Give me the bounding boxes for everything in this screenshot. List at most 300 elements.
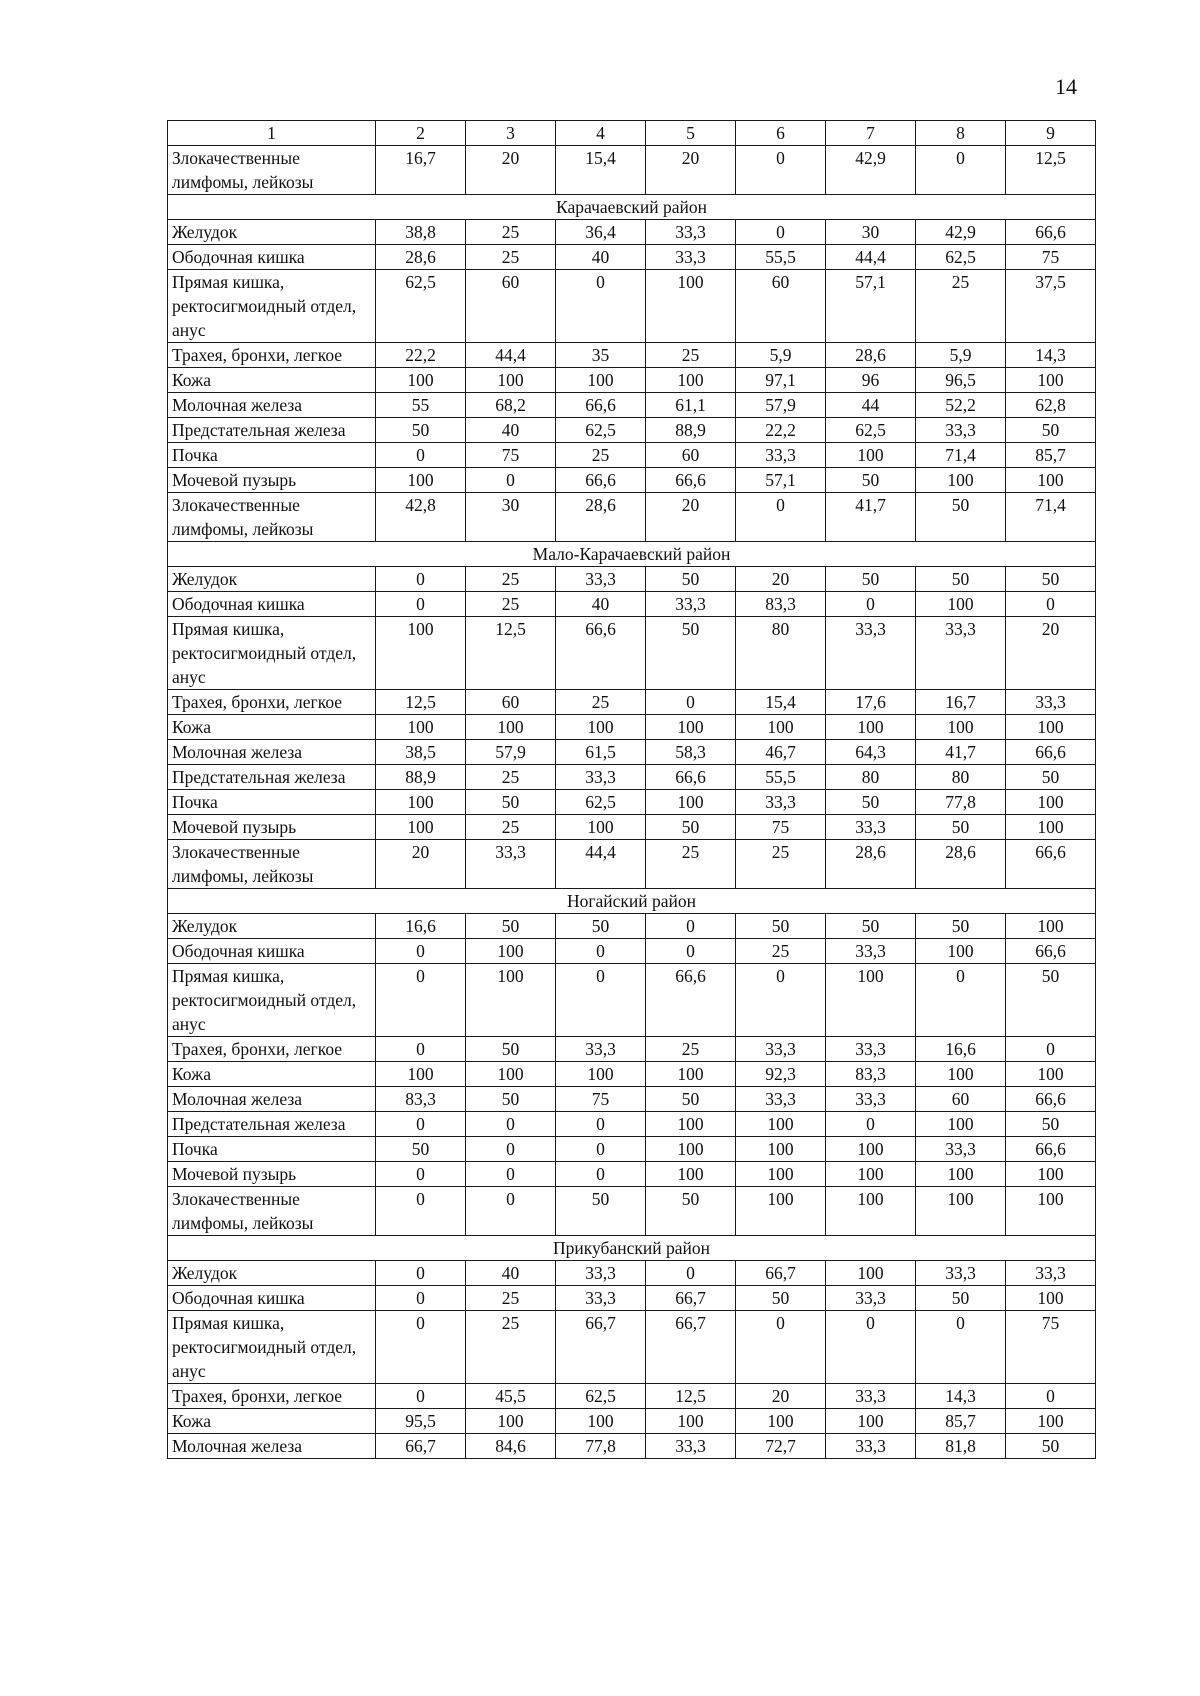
page-number: 14	[1055, 74, 1077, 99]
value-cell: 0	[376, 1037, 466, 1062]
value-cell: 33,3	[556, 567, 646, 592]
value-cell: 25	[646, 1037, 736, 1062]
incidence-table	[167, 120, 1096, 1459]
value-cell: 33,3	[826, 617, 916, 690]
value-cell: 100	[646, 1409, 736, 1434]
row-label: Кожа	[168, 1062, 376, 1087]
value-cell: 50	[1006, 567, 1096, 592]
value-cell: 38,5	[376, 740, 466, 765]
value-cell: 100	[1006, 1286, 1096, 1311]
row-label: Желудок	[168, 914, 376, 939]
value-cell: 40	[556, 245, 646, 270]
value-cell: 100	[826, 1162, 916, 1187]
table-row	[168, 418, 1096, 443]
value-cell: 16,6	[376, 914, 466, 939]
value-cell: 66,7	[646, 1286, 736, 1311]
value-cell: 33,3	[736, 1037, 826, 1062]
value-cell: 50	[736, 914, 826, 939]
value-cell: 0	[736, 964, 826, 1037]
value-cell: 30	[826, 220, 916, 245]
table-row	[168, 914, 1096, 939]
value-cell: 100	[1006, 715, 1096, 740]
value-cell: 100	[826, 1261, 916, 1286]
value-cell: 100	[736, 1409, 826, 1434]
header-cell: 2	[376, 121, 466, 146]
row-label: Мочевой пузырь	[168, 815, 376, 840]
table-row	[168, 493, 1096, 542]
value-cell: 14,3	[1006, 343, 1096, 368]
value-cell: 16,7	[916, 690, 1006, 715]
table-row	[168, 368, 1096, 393]
value-cell: 25	[916, 270, 1006, 343]
value-cell: 75	[556, 1087, 646, 1112]
value-cell: 50	[916, 1286, 1006, 1311]
value-cell: 14,3	[916, 1384, 1006, 1409]
value-cell: 33,3	[1006, 690, 1096, 715]
value-cell: 44,4	[466, 343, 556, 368]
header-cell: 1	[168, 121, 376, 146]
value-cell: 50	[556, 1187, 646, 1236]
value-cell: 0	[466, 1112, 556, 1137]
value-cell: 55,5	[736, 245, 826, 270]
value-cell: 100	[646, 715, 736, 740]
value-cell: 25	[556, 443, 646, 468]
value-cell: 88,9	[376, 765, 466, 790]
row-label: Кожа	[168, 1409, 376, 1434]
header-cell: 8	[916, 121, 1006, 146]
row-label: Молочная железа	[168, 740, 376, 765]
value-cell: 100	[466, 964, 556, 1037]
value-cell: 92,3	[736, 1062, 826, 1087]
value-cell: 57,9	[466, 740, 556, 765]
value-cell: 100	[646, 270, 736, 343]
table-row	[168, 1384, 1096, 1409]
value-cell: 16,7	[376, 146, 466, 195]
value-cell: 33,3	[646, 220, 736, 245]
value-cell: 33,3	[646, 592, 736, 617]
value-cell: 75	[1006, 1311, 1096, 1384]
value-cell: 0	[1006, 592, 1096, 617]
value-cell: 75	[736, 815, 826, 840]
value-cell: 75	[1006, 245, 1096, 270]
row-label: Злокачественные лимфомы, лейкозы	[168, 840, 376, 889]
value-cell: 30	[466, 493, 556, 542]
value-cell: 17,6	[826, 690, 916, 715]
region-header-row	[168, 542, 1096, 567]
value-cell: 50	[646, 617, 736, 690]
value-cell: 42,9	[916, 220, 1006, 245]
value-cell: 66,7	[376, 1434, 466, 1459]
value-cell: 100	[1006, 1162, 1096, 1187]
row-label: Ободочная кишка	[168, 245, 376, 270]
value-cell: 33,3	[736, 443, 826, 468]
value-cell: 50	[646, 815, 736, 840]
row-label: Предстательная железа	[168, 765, 376, 790]
table-row	[168, 343, 1096, 368]
value-cell: 66,6	[1006, 740, 1096, 765]
value-cell: 60	[736, 270, 826, 343]
row-label: Желудок	[168, 567, 376, 592]
value-cell: 100	[646, 1062, 736, 1087]
row-label: Прямая кишка, ректосигмоидный отдел, анус	[168, 617, 376, 690]
value-cell: 100	[826, 964, 916, 1037]
value-cell: 50	[826, 914, 916, 939]
value-cell: 100	[466, 939, 556, 964]
value-cell: 28,6	[826, 343, 916, 368]
value-cell: 33,3	[646, 245, 736, 270]
value-cell: 0	[376, 939, 466, 964]
value-cell: 0	[736, 220, 826, 245]
value-cell: 100	[916, 715, 1006, 740]
value-cell: 40	[466, 1261, 556, 1286]
value-cell: 100	[826, 715, 916, 740]
row-label: Почка	[168, 790, 376, 815]
table-row	[168, 617, 1096, 690]
value-cell: 50	[1006, 418, 1096, 443]
value-cell: 0	[376, 592, 466, 617]
value-cell: 100	[646, 1137, 736, 1162]
value-cell: 36,4	[556, 220, 646, 245]
value-cell: 0	[376, 1261, 466, 1286]
value-cell: 25	[736, 840, 826, 889]
value-cell: 33,3	[556, 1286, 646, 1311]
value-cell: 62,5	[916, 245, 1006, 270]
table-row	[168, 245, 1096, 270]
value-cell: 20	[646, 146, 736, 195]
table-row	[168, 1137, 1096, 1162]
value-cell: 100	[556, 715, 646, 740]
table-row	[168, 270, 1096, 343]
value-cell: 100	[1006, 1062, 1096, 1087]
table-row	[168, 468, 1096, 493]
value-cell: 60	[466, 690, 556, 715]
value-cell: 45,5	[466, 1384, 556, 1409]
value-cell: 62,5	[556, 1384, 646, 1409]
region-header-row	[168, 1236, 1096, 1261]
region-header-row	[168, 889, 1096, 914]
value-cell: 20	[736, 1384, 826, 1409]
table-body	[168, 121, 1096, 1459]
value-cell: 25	[736, 939, 826, 964]
value-cell: 100	[556, 368, 646, 393]
table-header-row	[168, 121, 1096, 146]
region-title: Прикубанский район	[168, 1236, 1096, 1261]
value-cell: 50	[826, 468, 916, 493]
value-cell: 100	[826, 1409, 916, 1434]
value-cell: 0	[466, 1137, 556, 1162]
value-cell: 33,3	[736, 1087, 826, 1112]
table-row	[168, 815, 1096, 840]
value-cell: 100	[1006, 790, 1096, 815]
row-label: Желудок	[168, 220, 376, 245]
value-cell: 0	[646, 690, 736, 715]
value-cell: 100	[376, 468, 466, 493]
value-cell: 44,4	[556, 840, 646, 889]
value-cell: 25	[466, 1311, 556, 1384]
value-cell: 88,9	[646, 418, 736, 443]
region-title: Ногайский район	[168, 889, 1096, 914]
value-cell: 50	[1006, 1434, 1096, 1459]
value-cell: 33,3	[556, 765, 646, 790]
value-cell: 33,3	[646, 1434, 736, 1459]
value-cell: 100	[556, 815, 646, 840]
value-cell: 80	[736, 617, 826, 690]
value-cell: 66,6	[1006, 1087, 1096, 1112]
value-cell: 0	[916, 1311, 1006, 1384]
value-cell: 50	[1006, 964, 1096, 1037]
value-cell: 57,9	[736, 393, 826, 418]
value-cell: 0	[556, 270, 646, 343]
value-cell: 66,7	[556, 1311, 646, 1384]
value-cell: 100	[736, 1137, 826, 1162]
value-cell: 0	[376, 443, 466, 468]
value-cell: 33,3	[826, 1037, 916, 1062]
value-cell: 52,2	[916, 393, 1006, 418]
row-label: Мочевой пузырь	[168, 1162, 376, 1187]
header-cell: 3	[466, 121, 556, 146]
value-cell: 25	[466, 245, 556, 270]
value-cell: 25	[466, 592, 556, 617]
value-cell: 0	[376, 1384, 466, 1409]
value-cell: 0	[376, 964, 466, 1037]
value-cell: 33,3	[826, 939, 916, 964]
table-row	[168, 939, 1096, 964]
row-label: Злокачественные лимфомы, лейкозы	[168, 146, 376, 195]
value-cell: 66,6	[556, 617, 646, 690]
value-cell: 0	[556, 1137, 646, 1162]
value-cell: 100	[376, 617, 466, 690]
value-cell: 97,1	[736, 368, 826, 393]
value-cell: 33,3	[916, 1137, 1006, 1162]
value-cell: 77,8	[916, 790, 1006, 815]
value-cell: 0	[646, 939, 736, 964]
row-label: Ободочная кишка	[168, 939, 376, 964]
value-cell: 5,9	[916, 343, 1006, 368]
value-cell: 33,3	[916, 1261, 1006, 1286]
table-row	[168, 1112, 1096, 1137]
value-cell: 100	[736, 1187, 826, 1236]
table-row	[168, 1409, 1096, 1434]
value-cell: 100	[376, 815, 466, 840]
value-cell: 28,6	[826, 840, 916, 889]
value-cell: 100	[466, 715, 556, 740]
value-cell: 28,6	[556, 493, 646, 542]
value-cell: 100	[916, 939, 1006, 964]
value-cell: 55,5	[736, 765, 826, 790]
value-cell: 55	[376, 393, 466, 418]
value-cell: 20	[1006, 617, 1096, 690]
value-cell: 33,3	[916, 617, 1006, 690]
row-label: Кожа	[168, 715, 376, 740]
value-cell: 100	[736, 1112, 826, 1137]
value-cell: 100	[1006, 1409, 1096, 1434]
value-cell: 100	[826, 1137, 916, 1162]
value-cell: 100	[376, 715, 466, 740]
value-cell: 12,5	[376, 690, 466, 715]
value-cell: 81,8	[916, 1434, 1006, 1459]
value-cell: 100	[826, 443, 916, 468]
table-row	[168, 840, 1096, 889]
table-row	[168, 1311, 1096, 1384]
table-row	[168, 1062, 1096, 1087]
row-label: Предстательная железа	[168, 1112, 376, 1137]
table-row	[168, 567, 1096, 592]
value-cell: 80	[916, 765, 1006, 790]
value-cell: 20	[646, 493, 736, 542]
value-cell: 100	[736, 1162, 826, 1187]
row-label: Предстательная железа	[168, 418, 376, 443]
value-cell: 41,7	[916, 740, 1006, 765]
table-row	[168, 1087, 1096, 1112]
value-cell: 20	[736, 567, 826, 592]
value-cell: 33,3	[556, 1037, 646, 1062]
row-label: Прямая кишка, ректосигмоидный отдел, анус	[168, 1311, 376, 1384]
value-cell: 66,6	[556, 393, 646, 418]
table-row	[168, 1162, 1096, 1187]
table-row	[168, 443, 1096, 468]
value-cell: 25	[646, 840, 736, 889]
value-cell: 0	[376, 1162, 466, 1187]
value-cell: 41,7	[826, 493, 916, 542]
value-cell: 100	[646, 368, 736, 393]
value-cell: 50	[646, 567, 736, 592]
value-cell: 50	[466, 1087, 556, 1112]
table-row	[168, 1037, 1096, 1062]
table-row	[168, 1261, 1096, 1286]
value-cell: 77,8	[556, 1434, 646, 1459]
row-label: Почка	[168, 443, 376, 468]
value-cell: 50	[1006, 765, 1096, 790]
value-cell: 100	[376, 368, 466, 393]
value-cell: 62,5	[556, 418, 646, 443]
value-cell: 50	[916, 567, 1006, 592]
header-cell: 4	[556, 121, 646, 146]
value-cell: 0	[916, 146, 1006, 195]
value-cell: 37,5	[1006, 270, 1096, 343]
value-cell: 100	[646, 790, 736, 815]
value-cell: 50	[916, 914, 1006, 939]
row-label: Злокачественные лимфомы, лейкозы	[168, 1187, 376, 1236]
value-cell: 100	[1006, 368, 1096, 393]
value-cell: 38,8	[376, 220, 466, 245]
value-cell: 61,1	[646, 393, 736, 418]
value-cell: 61,5	[556, 740, 646, 765]
value-cell: 68,2	[466, 393, 556, 418]
value-cell: 62,8	[1006, 393, 1096, 418]
value-cell: 33,3	[466, 840, 556, 889]
value-cell: 0	[736, 146, 826, 195]
value-cell: 50	[466, 914, 556, 939]
value-cell: 0	[826, 592, 916, 617]
value-cell: 71,4	[916, 443, 1006, 468]
value-cell: 100	[826, 1187, 916, 1236]
value-cell: 22,2	[736, 418, 826, 443]
value-cell: 0	[646, 914, 736, 939]
value-cell: 100	[556, 1409, 646, 1434]
value-cell: 44	[826, 393, 916, 418]
value-cell: 0	[556, 1112, 646, 1137]
value-cell: 50	[916, 493, 1006, 542]
row-label: Молочная железа	[168, 1087, 376, 1112]
value-cell: 15,4	[556, 146, 646, 195]
value-cell: 40	[556, 592, 646, 617]
table-row	[168, 690, 1096, 715]
value-cell: 25	[556, 690, 646, 715]
value-cell: 0	[466, 1187, 556, 1236]
value-cell: 0	[556, 939, 646, 964]
region-title: Мало-Карачаевский район	[168, 542, 1096, 567]
value-cell: 100	[916, 468, 1006, 493]
value-cell: 100	[1006, 914, 1096, 939]
value-cell: 12,5	[466, 617, 556, 690]
value-cell: 66,6	[646, 964, 736, 1037]
row-label: Злокачественные лимфомы, лейкозы	[168, 493, 376, 542]
value-cell: 40	[466, 418, 556, 443]
value-cell: 85,7	[916, 1409, 1006, 1434]
value-cell: 100	[556, 1062, 646, 1087]
value-cell: 100	[1006, 1187, 1096, 1236]
row-label: Ободочная кишка	[168, 1286, 376, 1311]
value-cell: 20	[376, 840, 466, 889]
value-cell: 50	[376, 418, 466, 443]
value-cell: 83,3	[736, 592, 826, 617]
value-cell: 50	[916, 815, 1006, 840]
value-cell: 12,5	[1006, 146, 1096, 195]
value-cell: 100	[1006, 815, 1096, 840]
row-label: Кожа	[168, 368, 376, 393]
row-label: Трахея, бронхи, легкое	[168, 1037, 376, 1062]
value-cell: 0	[646, 1261, 736, 1286]
table-row	[168, 1434, 1096, 1459]
row-label: Трахея, бронхи, легкое	[168, 690, 376, 715]
table-row	[168, 220, 1096, 245]
value-cell: 100	[916, 1187, 1006, 1236]
value-cell: 66,7	[736, 1261, 826, 1286]
value-cell: 50	[466, 1037, 556, 1062]
value-cell: 100	[916, 1112, 1006, 1137]
value-cell: 28,6	[916, 840, 1006, 889]
value-cell: 0	[736, 493, 826, 542]
value-cell: 62,5	[376, 270, 466, 343]
value-cell: 100	[916, 592, 1006, 617]
table-row	[168, 740, 1096, 765]
value-cell: 62,5	[556, 790, 646, 815]
value-cell: 15,4	[736, 690, 826, 715]
value-cell: 33,3	[826, 1286, 916, 1311]
value-cell: 33,3	[916, 418, 1006, 443]
value-cell: 96,5	[916, 368, 1006, 393]
value-cell: 28,6	[376, 245, 466, 270]
value-cell: 50	[826, 790, 916, 815]
value-cell: 58,3	[646, 740, 736, 765]
row-label: Трахея, бронхи, легкое	[168, 343, 376, 368]
value-cell: 42,8	[376, 493, 466, 542]
value-cell: 64,3	[826, 740, 916, 765]
value-cell: 57,1	[826, 270, 916, 343]
value-cell: 0	[466, 1162, 556, 1187]
value-cell: 66,6	[646, 468, 736, 493]
header-cell: 6	[736, 121, 826, 146]
value-cell: 0	[556, 1162, 646, 1187]
value-cell: 25	[646, 343, 736, 368]
row-label: Почка	[168, 1137, 376, 1162]
value-cell: 80	[826, 765, 916, 790]
value-cell: 100	[466, 1062, 556, 1087]
value-cell: 66,6	[1006, 840, 1096, 889]
value-cell: 25	[466, 815, 556, 840]
value-cell: 42,9	[826, 146, 916, 195]
value-cell: 50	[646, 1187, 736, 1236]
